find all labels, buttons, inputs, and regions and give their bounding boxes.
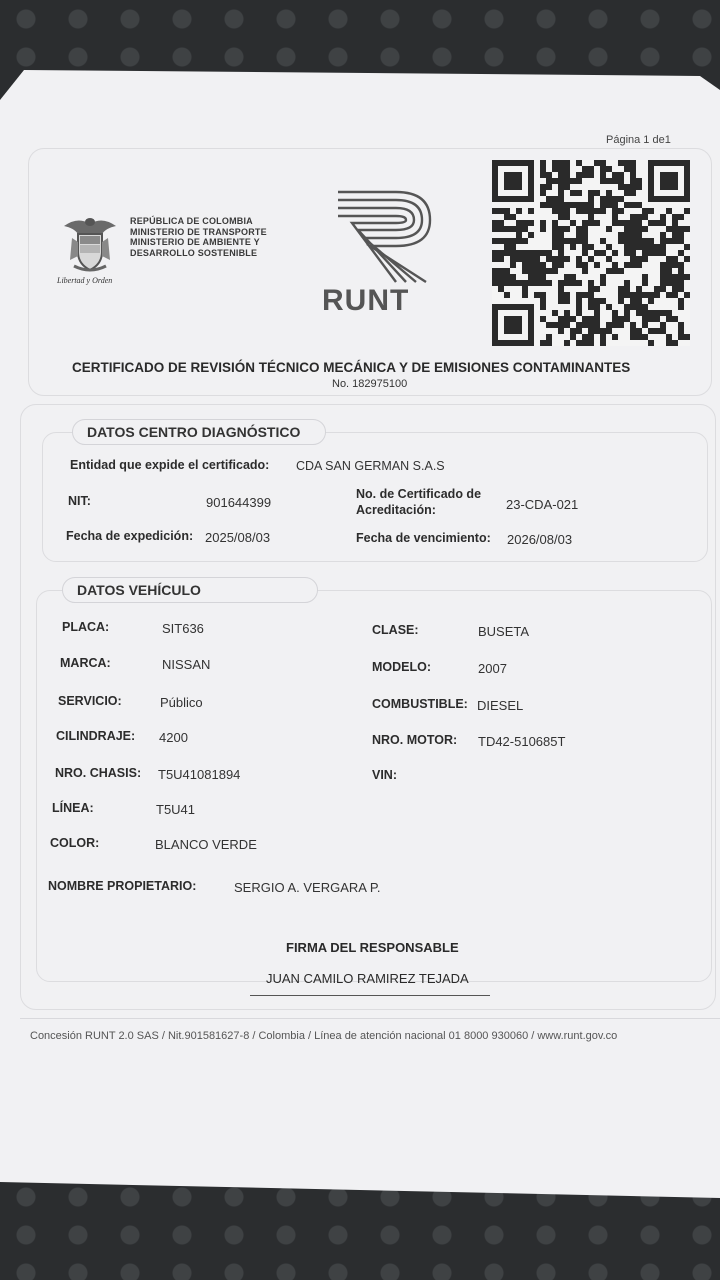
document-title: CERTIFICADO DE REVISIÓN TÉCNICO MECÁNICA Y DE EMISIONES CONTAMINANTES bbox=[72, 360, 631, 375]
runt-logo-icon bbox=[330, 186, 440, 286]
ministry-line: REPÚBLICA DE COLOMBIA bbox=[130, 216, 253, 226]
expiry-date-value: 2026/08/03 bbox=[507, 532, 573, 547]
color-value: BLANCO VERDE bbox=[155, 837, 257, 852]
ministry-line: MINISTERIO DE TRANSPORTE bbox=[130, 226, 267, 237]
nit-label: NIT: bbox=[68, 494, 91, 508]
accreditation-label-line: Acreditación: bbox=[356, 503, 436, 517]
document-number: No. 182975100 bbox=[332, 378, 408, 390]
displacement-label: CILINDRAJE: bbox=[56, 729, 136, 743]
runt-logo-text: RUNT bbox=[322, 284, 410, 317]
color-label: COLOR: bbox=[50, 836, 100, 850]
plate-value: SIT636 bbox=[162, 621, 204, 636]
coat-caption: Libertad y Orden bbox=[57, 276, 113, 285]
line-label: LÍNEA: bbox=[52, 801, 94, 815]
coat-of-arms-icon bbox=[58, 212, 122, 276]
ministry-block bbox=[130, 216, 267, 258]
accreditation-label bbox=[356, 486, 481, 518]
model-value: 2007 bbox=[478, 661, 507, 676]
vehicle-section-heading: DATOS VEHÍCULO bbox=[62, 577, 318, 603]
signature-title: FIRMA DEL RESPONSABLE bbox=[286, 940, 459, 955]
issuer-label: Entidad que expide el certificado: bbox=[70, 458, 270, 472]
brand-label: MARCA: bbox=[60, 656, 111, 670]
accreditation-value: 23-CDA-021 bbox=[506, 497, 579, 512]
ministry-line: DESARROLLO SOSTENIBLE bbox=[130, 247, 258, 258]
signature-line bbox=[250, 995, 490, 996]
issue-date-label: Fecha de expedición: bbox=[66, 529, 194, 543]
vehicle-section-frame bbox=[36, 590, 712, 982]
qr-code-icon bbox=[492, 160, 690, 346]
class-label: CLASE: bbox=[372, 623, 419, 637]
owner-value: SERGIO A. VERGARA P. bbox=[234, 880, 381, 895]
engine-value: TD42-510685T bbox=[478, 734, 566, 749]
footer-divider bbox=[20, 1018, 720, 1019]
line-value: T5U41 bbox=[156, 802, 196, 817]
service-value: Público bbox=[160, 695, 203, 710]
model-label: MODELO: bbox=[372, 660, 432, 674]
owner-label: NOMBRE PROPIETARIO: bbox=[48, 879, 197, 893]
issuer-value: CDA SAN GERMAN S.A.S bbox=[296, 459, 445, 473]
signature-name: JUAN CAMILO RAMIREZ TEJADA bbox=[266, 971, 469, 986]
nit-value: 901644399 bbox=[206, 495, 272, 510]
brand-value: NISSAN bbox=[162, 657, 211, 672]
displacement-value: 4200 bbox=[159, 730, 188, 745]
expiry-date-label: Fecha de vencimiento: bbox=[356, 531, 491, 545]
fuel-label: COMBUSTIBLE: bbox=[372, 697, 468, 711]
chassis-label: NRO. CHASIS: bbox=[55, 766, 142, 780]
page-number: Página 1 de1 bbox=[606, 134, 671, 146]
fuel-value: DIESEL bbox=[477, 698, 524, 713]
chassis-value: T5U41081894 bbox=[158, 767, 241, 782]
footer-text: Concesión RUNT 2.0 SAS / Nit.901581627-8 / Colombia / Línea de atención nacional 01 8000 930060 / www.runt.gov.co bbox=[30, 1030, 618, 1042]
ministry-line: MINISTERIO DE AMBIENTE Y bbox=[130, 237, 260, 247]
class-value: BUSETA bbox=[478, 624, 530, 639]
plate-label: PLACA: bbox=[62, 620, 110, 634]
vin-label: VIN: bbox=[372, 768, 397, 782]
engine-label: NRO. MOTOR: bbox=[372, 733, 458, 747]
issue-date-value: 2025/08/03 bbox=[205, 530, 271, 545]
accreditation-label-line: No. de Certificado de bbox=[356, 487, 482, 501]
diagnostic-section-heading: DATOS CENTRO DIAGNÓSTICO bbox=[72, 419, 326, 445]
service-label: SERVICIO: bbox=[58, 694, 122, 708]
